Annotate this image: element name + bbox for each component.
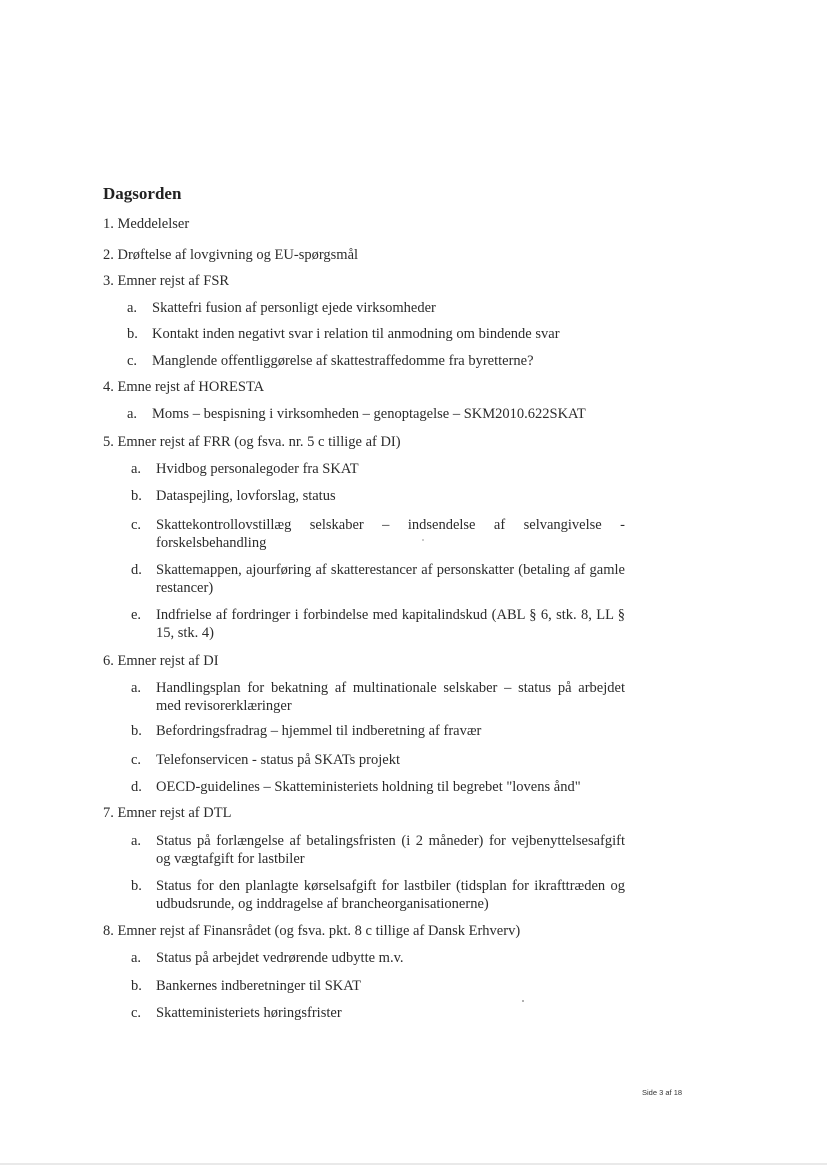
sub-marker: c. — [127, 353, 138, 369]
agenda-item-5: 5. Emner rejst af FRR (og fsva. nr. 5 c tillige af DI) — [103, 434, 401, 450]
sub-marker: b. — [131, 723, 142, 739]
sub-marker: e. — [131, 607, 142, 623]
agenda-item-1: 1. Meddelelser — [103, 216, 190, 232]
sub-text: Hvidbog personalegoder fra SKAT — [156, 461, 359, 477]
scan-edge — [0, 1163, 827, 1165]
sub-marker: a. — [127, 406, 138, 422]
sub-marker: a. — [131, 950, 142, 966]
agenda-item-4: 4. Emne rejst af HORESTA — [103, 379, 265, 395]
sub-text: Skattefri fusion af personligt ejede virksomheder — [152, 300, 436, 316]
scan-speck — [422, 539, 424, 541]
agenda-item-3: 3. Emner rejst af FSR — [103, 273, 230, 289]
sub-text: Status på forlængelse af betalingsfristen (i 2 måneder) for vejbenyttelsesafgift og vægtafgift for lastbiler — [156, 833, 625, 867]
agenda-item-6: 6. Emner rejst af DI — [103, 653, 219, 669]
agenda-item-7: 7. Emner rejst af DTL — [103, 805, 232, 821]
sub-marker: b. — [131, 978, 142, 994]
sub-text: Bankernes indberetninger til SKAT — [156, 978, 361, 994]
sub-text: Status på arbejdet vedrørende udbytte m.v. — [156, 950, 404, 966]
sub-marker: a. — [131, 461, 142, 477]
sub-text: Skatteministeriets høringsfrister — [156, 1005, 342, 1021]
sub-text: Befordringsfradrag – hjemmel til indberetning af fravær — [156, 723, 482, 739]
sub-marker: c. — [131, 1005, 142, 1021]
sub-text: Handlingsplan for bekatning af multinationale selskaber – status på arbejdet med revisorerklæringer — [156, 680, 625, 714]
scan-speck — [522, 1000, 524, 1002]
sub-marker: a. — [131, 680, 142, 696]
agenda-item-8: 8. Emner rejst af Finansrådet (og fsva. pkt. 8 c tillige af Dansk Erhverv) — [103, 923, 521, 939]
agenda-item-2: 2. Drøftelse af lovgivning og EU-spørgsmål — [103, 247, 359, 263]
sub-text: Dataspejling, lovforslag, status — [156, 488, 336, 504]
sub-marker: d. — [131, 779, 142, 795]
sub-marker: c. — [131, 752, 142, 768]
sub-text: Skattekontrollovstillæg selskaber – indsendelse af selvangivelse - forskelsbehandling — [156, 517, 625, 551]
sub-marker: c. — [131, 517, 142, 533]
sub-text: Telefonservicen - status på SKATs projekt — [156, 752, 401, 768]
sub-marker: b. — [131, 878, 142, 894]
sub-text: Manglende offentliggørelse af skattestraffedomme fra byretterne? — [152, 353, 534, 369]
agenda-heading: Dagsorden — [103, 184, 182, 203]
page-number: Side 3 af 18 — [642, 1088, 683, 1097]
sub-marker: b. — [127, 326, 138, 342]
sub-text: Kontakt inden negativt svar i relation til anmodning om bindende svar — [152, 326, 560, 342]
sub-marker: a. — [127, 300, 138, 316]
sub-marker: a. — [131, 833, 142, 849]
sub-marker: d. — [131, 562, 142, 578]
sub-marker: b. — [131, 488, 142, 504]
sub-text: Moms – bespisning i virksomheden – genoptagelse – SKM2010.622SKAT — [152, 406, 586, 422]
sub-text: Status for den planlagte kørselsafgift for lastbiler (tidsplan for ikrafttræden og udbudsrunde, og inddragelse af brancheorganisationerne) — [156, 878, 625, 912]
sub-text: Skattemappen, ajourføring af skatterestancer af personskatter (betaling af gamle restancer) — [156, 562, 625, 596]
sub-text: Indfrielse af fordringer i forbindelse med kapitalindskud (ABL § 6, stk. 8, LL § 15, stk. 4) — [156, 607, 625, 641]
sub-text: OECD-guidelines – Skatteministeriets holdning til begrebet "lovens ånd" — [156, 779, 581, 795]
